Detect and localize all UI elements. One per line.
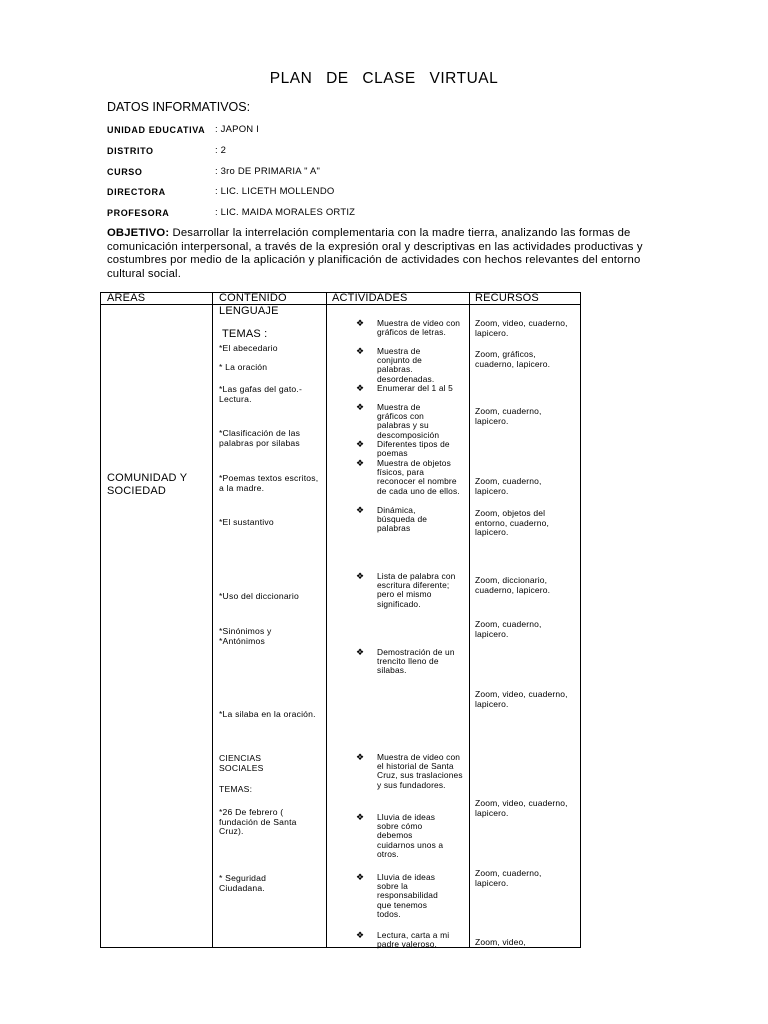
diamond-bullet-icon: ❖ xyxy=(356,346,365,356)
diamond-bullet-icon: ❖ xyxy=(356,383,365,393)
actividad-item: Demostración de un trencito lleno de silabas. xyxy=(377,647,455,676)
info-value-directora: : LIC. LICETH MOLLENDO xyxy=(215,186,335,197)
info-value-profesora: : LIC. MAIDA MORALES ORTIZ xyxy=(215,207,356,218)
table-column-divider xyxy=(326,292,327,948)
contenido-item: *Poemas textos escritos, a la madre. xyxy=(219,473,319,493)
page-title: PLAN DE CLASE VIRTUAL xyxy=(269,70,499,87)
actividad-item: Muestra de gráficos con palabras y su descomposición xyxy=(377,402,440,440)
objective-paragraph xyxy=(107,227,652,281)
diamond-bullet-icon: ❖ xyxy=(356,647,365,657)
contenido-item: *Uso del diccionario xyxy=(219,591,299,601)
info-value-distrito: : 2 xyxy=(215,145,227,156)
actividad-item: Enumerar del 1 al 5 xyxy=(377,383,453,393)
header-areas: AREAS xyxy=(107,292,146,304)
diamond-bullet-icon: ❖ xyxy=(356,812,365,822)
info-label-curso: CURSO xyxy=(107,167,143,177)
contenido-item: *Clasificación de las palabras por silabas xyxy=(219,428,301,448)
recurso-item: Zoom, objetos del entorno, cuaderno, lapicero. xyxy=(475,508,550,538)
diamond-bullet-icon: ❖ xyxy=(356,402,365,412)
diamond-bullet-icon: ❖ xyxy=(356,930,365,940)
objective-text: Desarrollar la interrelación complementaria con la madre tierra, analizando las formas de comunicación interpersonal, a través de la expresión oral y descriptivas en las actividades productivas y costumbres por medio de la aplicación y planificación de actividades con hechos relevantes del entorno cultural social. xyxy=(107,227,643,280)
info-value-curso: : 3ro DE PRIMARIA " A" xyxy=(215,166,321,177)
info-label-directora: DIRECTORA xyxy=(107,187,166,197)
area-cell: COMUNIDAD Y SOCIEDAD xyxy=(107,472,188,497)
recurso-item: Zoom, diccionario, cuaderno, lapicero. xyxy=(475,575,551,595)
contenido-item: TEMAS: xyxy=(219,784,253,794)
contenido-item: LENGUAJE xyxy=(219,305,279,317)
recurso-item: Zoom, cuaderno, lapicero. xyxy=(475,619,542,639)
diamond-bullet-icon: ❖ xyxy=(356,571,365,581)
diamond-bullet-icon: ❖ xyxy=(356,458,365,468)
contenido-item: *26 De febrero ( fundación de Santa Cruz). xyxy=(219,807,297,837)
actividad-item: Lista de palabra con escritura diferente; pero el mismo significado. xyxy=(377,571,456,609)
recurso-item: Zoom, video, xyxy=(475,937,526,947)
header-actividades: ACTIVIDADES xyxy=(332,292,408,304)
contenido-item: *La silaba en la oración. xyxy=(219,709,316,719)
actividad-item: Muestra de objetos físicos, para reconocer el nombre de cada uno de ellos. xyxy=(377,458,460,496)
datos-heading: DATOS INFORMATIVOS: xyxy=(107,100,251,114)
recurso-item: Zoom, video, cuaderno, lapicero. xyxy=(475,318,568,338)
header-recursos: RECURSOS xyxy=(475,292,539,304)
actividad-item: Lluvia de ideas sobre cómo debemos cuidarnos unos a otros. xyxy=(377,812,444,859)
objective-label: OBJETIVO: xyxy=(107,227,170,239)
table-header-divider xyxy=(100,304,581,305)
recurso-item: Zoom, cuaderno, lapicero. xyxy=(475,406,542,426)
diamond-bullet-icon: ❖ xyxy=(356,439,365,449)
table-column-divider xyxy=(469,292,470,948)
diamond-bullet-icon: ❖ xyxy=(356,318,365,328)
actividad-item: Muestra de video con el historial de Santa Cruz, sus traslaciones y sus fundadores. xyxy=(377,752,463,790)
info-label-unidad: UNIDAD EDUCATIVA xyxy=(107,125,206,135)
info-value-unidad: : JAPON I xyxy=(215,124,260,135)
recurso-item: Zoom, video, cuaderno, lapicero. xyxy=(475,689,568,709)
recurso-item: Zoom, gráficos, cuaderno, lapicero. xyxy=(475,349,551,369)
diamond-bullet-icon: ❖ xyxy=(356,872,365,882)
contenido-item: *Las gafas del gato.- Lectura. xyxy=(219,384,303,404)
actividad-item: Muestra de video con gráficos de letras. xyxy=(377,318,461,338)
recurso-item: Zoom, cuaderno, lapicero. xyxy=(475,868,542,888)
header-contenido: CONTENIDO xyxy=(219,292,287,304)
recurso-item: Zoom, cuaderno, lapicero. xyxy=(475,476,542,496)
actividad-item: Diferentes tipos de poemas xyxy=(377,439,450,459)
actividad-item: Dinámica, búsqueda de palabras xyxy=(377,505,428,534)
contenido-item: *El abecedario xyxy=(219,343,278,353)
diamond-bullet-icon: ❖ xyxy=(356,505,365,515)
contenido-item: * La oración xyxy=(219,362,268,372)
contenido-item: TEMAS : xyxy=(222,328,268,340)
contenido-item: CIENCIAS SOCIALES xyxy=(219,753,264,773)
actividad-item: Lluvia de ideas sobre la responsabilidad que tenemos todos. xyxy=(377,872,438,919)
table-column-divider xyxy=(212,292,213,948)
contenido-item: * Seguridad Ciudadana. xyxy=(219,873,267,893)
contenido-item: *El sustantivo xyxy=(219,517,274,527)
diamond-bullet-icon: ❖ xyxy=(356,752,365,762)
contenido-item: *Sinónimos y *Antónimos xyxy=(219,626,272,646)
actividad-item: Lectura, carta a mi padre valeroso. xyxy=(377,930,450,950)
info-label-profesora: PROFESORA xyxy=(107,208,170,218)
info-label-distrito: DISTRITO xyxy=(107,146,154,156)
recurso-item: Zoom, video, cuaderno, lapicero. xyxy=(475,798,568,818)
actividad-item: Muestra de conjunto de palabras. desordenadas. xyxy=(377,346,435,384)
